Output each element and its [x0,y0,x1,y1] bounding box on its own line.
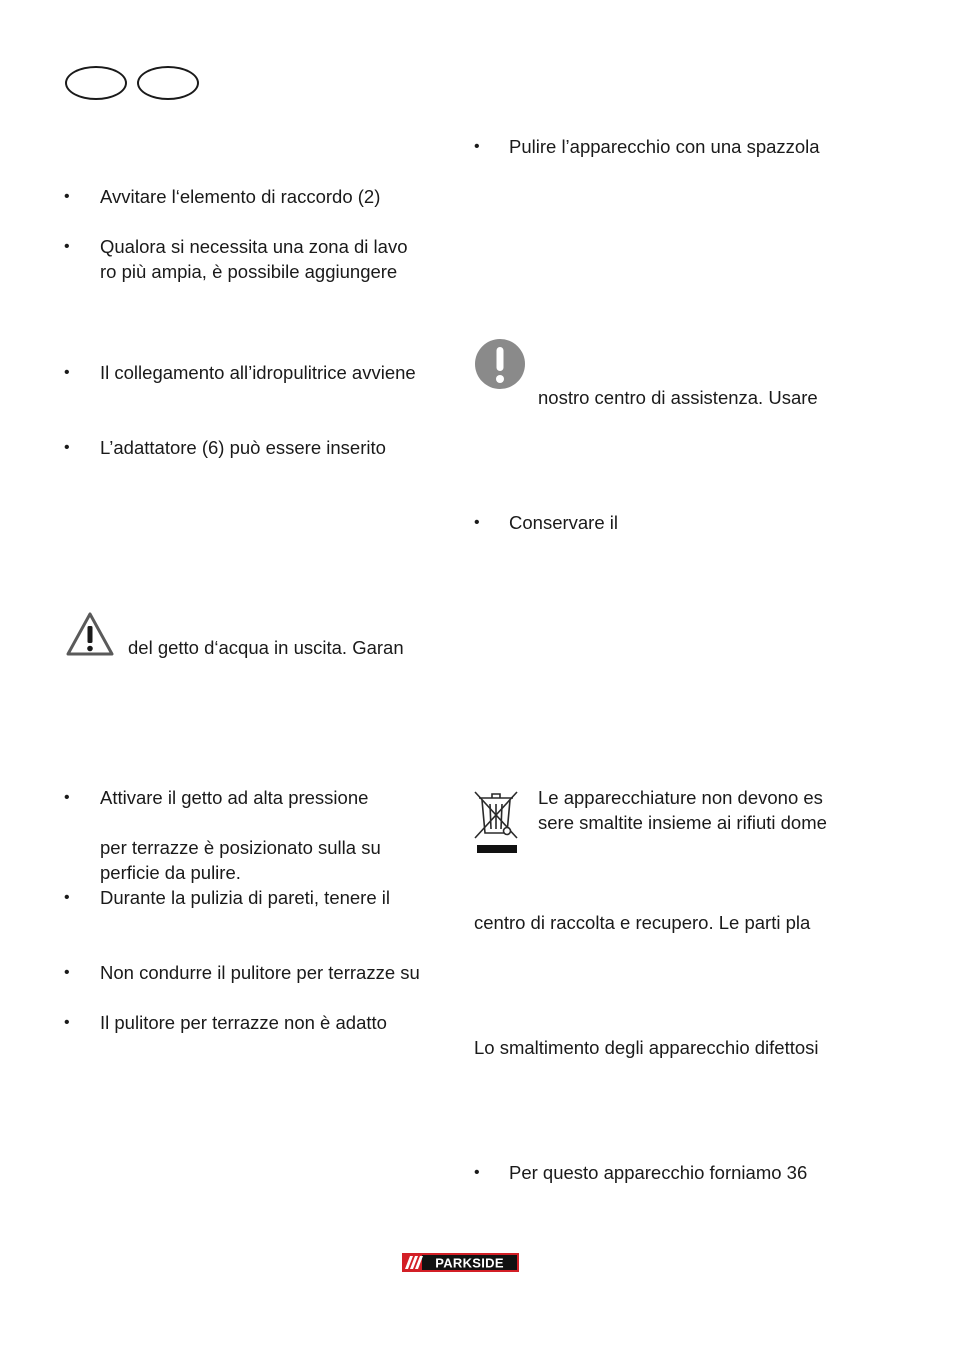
disposal-paragraph-2: Lo smaltimento degli apparecchio difettosi [474,1037,819,1058]
bullet: • [64,439,70,456]
warning-text: del getto d‘acqua in uscita. Garan [128,637,404,658]
weee-text-line2: sere smaltite insieme ai rifiuti dome [538,812,827,833]
instruction-wall-cleaning: Durante la pulizia di pareti, tenere il [100,887,390,908]
exclamation-circle-icon [474,338,526,390]
bullet: • [64,789,70,806]
crossed-bin-icon [473,788,521,856]
bullet: • [64,238,70,255]
disposal-paragraph-1: centro di raccolta e recupero. Le parti pla [474,912,811,933]
instruction-adapter: L’adattatore (6) può essere inserito [100,437,386,458]
bullet: • [64,188,70,205]
instruction-positioning-line2: perficie da pulire. [100,862,241,883]
storage-instruction: Conservare il [509,512,618,533]
weee-text-line1: Le apparecchiature non devono es [538,787,823,808]
language-oval-1 [65,66,127,100]
instruction-screw-connector: Avvitare l‘elemento di raccordo (2) [100,186,381,207]
parkside-logo-text: PARKSIDE [435,1255,504,1271]
parkside-logo [402,1253,519,1272]
bullet: • [64,889,70,906]
instruction-extend-work-area-line1: Qualora si necessita una zona di lavo [100,236,408,257]
instruction-positioning-line1: per terrazze è posizionato sulla su [100,837,381,858]
notice-text: nostro centro di assistenza. Usare [538,387,818,408]
instruction-do-not-drive: Non condurre il pulitore per terrazze su [100,962,420,983]
instruction-not-suitable: Il pulitore per terrazze non è adatto [100,1012,387,1033]
instruction-extend-work-area-line2: ro più ampia, è possibile aggiungere [100,261,398,282]
bullet: • [474,138,480,155]
bullet: • [64,964,70,981]
warranty-text: Per questo apparecchio forniamo 36 [509,1162,808,1183]
language-oval-2 [137,66,199,100]
instruction-activate-jet: Attivare il getto ad alta pressione [100,787,369,808]
instruction-connection: Il collegamento all’idropulitrice avviene [100,362,416,383]
warning-triangle-icon [65,611,115,657]
bullet: • [64,364,70,381]
bullet: • [474,514,480,531]
bullet: • [474,1164,480,1181]
maintenance-clean-brush: Pulire l’apparecchio con una spazzola [509,136,820,157]
bullet: • [64,1014,70,1031]
